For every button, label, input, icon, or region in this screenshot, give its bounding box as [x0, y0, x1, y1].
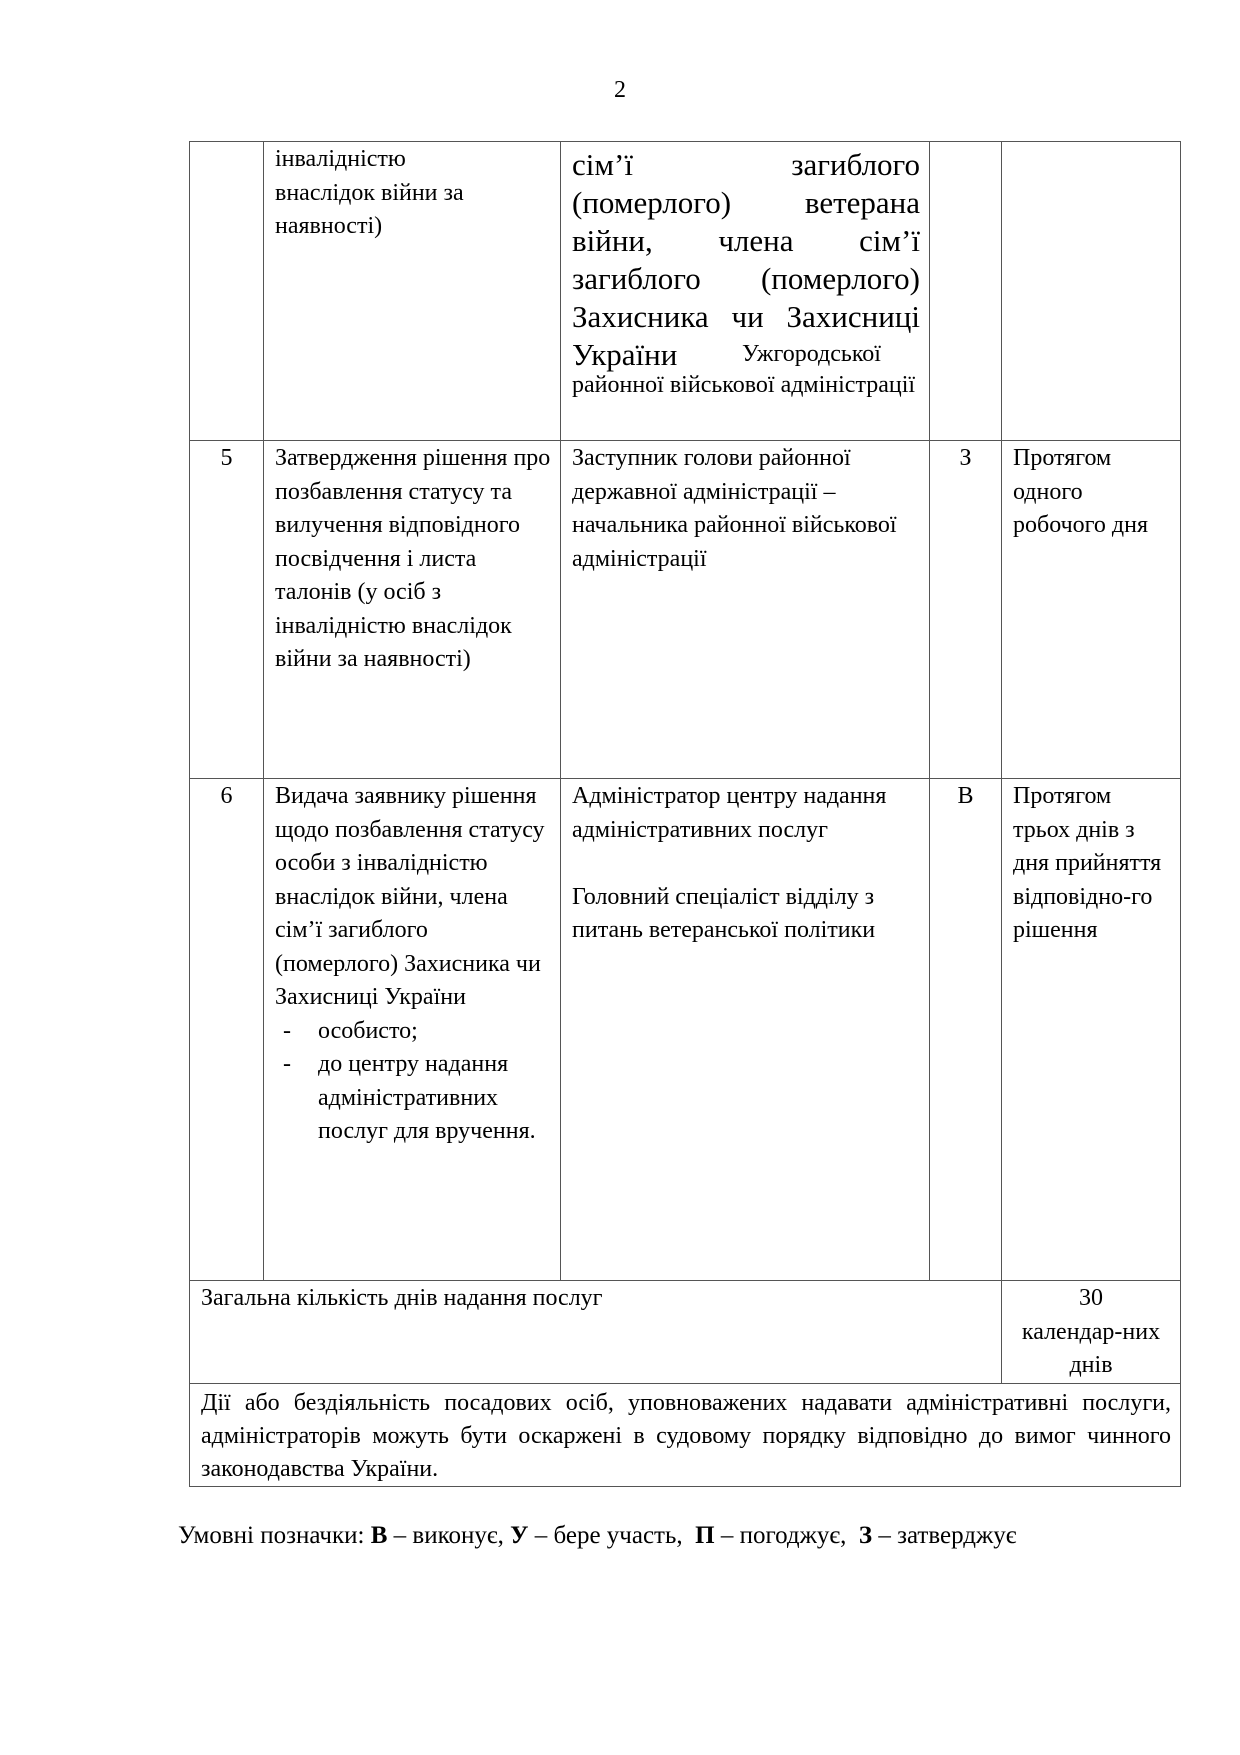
legend-code: В: [370, 1522, 388, 1549]
cell-number: 5: [190, 441, 264, 779]
legend-text: – бере участь,: [534, 1522, 683, 1549]
total-label-cell: [190, 1281, 1002, 1384]
legend-code: З: [858, 1522, 873, 1549]
cell-term: Протягом одного робочого дня: [1002, 441, 1181, 779]
responsible-line: загиблого (померлого): [572, 261, 920, 296]
responsible-line: війни, члена сім’ї: [572, 223, 920, 258]
total-unit: календар-них днів: [1021, 1318, 1161, 1378]
procedure-line: внаслідок війни за: [275, 179, 464, 206]
cell-responsible: [561, 779, 930, 1281]
legend-code: П: [695, 1522, 715, 1549]
table-row-appeal: [190, 1383, 1181, 1486]
responsible-secondary: Головний спеціаліст відділу з питань ветеранської політики: [572, 883, 876, 943]
responsible-line: (померлого) ветерана: [572, 185, 920, 220]
list-item: - до центру надання адміністративних послуг для вручення.: [275, 1048, 551, 1149]
cell-number: [190, 142, 264, 441]
cell-role: З: [930, 441, 1002, 779]
legend-code: У: [510, 1522, 529, 1549]
total-label: Загальна кількість днів надання послуг: [201, 1285, 603, 1311]
appeal-text: Дії або бездіяльність посадових осіб, уповноважених надавати адміністративні послуги, адміністраторів можуть бути оскаржені в судовому порядку відповідно до вимог чинного законодавства України.: [201, 1389, 1171, 1482]
cell-procedure: [264, 779, 561, 1281]
procedure-table: [189, 141, 1181, 1487]
delivery-method-list: [275, 1015, 551, 1149]
list-item: - особисто;: [275, 1015, 551, 1049]
responsible-primary: Адміністратор центру надання адміністративних послуг: [572, 783, 887, 843]
responsible-line-start: України: [572, 337, 678, 372]
procedure-line: наявності): [275, 213, 383, 239]
table-row-continued: [190, 142, 1181, 441]
cell-role: В: [930, 779, 1002, 1281]
total-value: 30: [1079, 1285, 1103, 1311]
cell-term: Протягом трьох днів з дня прийняття відповідно-го рішення: [1002, 779, 1181, 1281]
procedure-line: інвалідністю: [275, 146, 406, 172]
legend: [178, 1521, 1016, 1551]
legend-text: – виконує,: [393, 1522, 504, 1549]
total-value-cell: [1002, 1281, 1181, 1384]
responsible-line: Захисника чи Захисниці: [572, 299, 920, 334]
cell-responsible: [561, 142, 930, 441]
legend-text: – затверджує: [878, 1522, 1017, 1549]
cell-procedure: [264, 142, 561, 441]
cell-role: [930, 142, 1002, 441]
table-row-5: [190, 441, 1181, 779]
responsible-line: сім’ї загиблого: [572, 147, 920, 182]
table-row-6: [190, 779, 1181, 1281]
cell-responsible: Заступник голови районної державної адміністрації – начальника районної військової адміністрації: [561, 441, 930, 779]
cell-term: [1002, 142, 1181, 441]
appeal-cell: [190, 1383, 1181, 1486]
cell-number: 6: [190, 779, 264, 1281]
responsible-tail: Ужгородської районної військової адміністрації: [572, 341, 916, 398]
legend-prefix: Умовні позначки:: [178, 1522, 365, 1549]
legend-text: – погоджує,: [720, 1522, 847, 1549]
cell-procedure: Затвердження рішення про позбавлення статусу та вилучення відповідного посвідчення і листа талонів (у осіб з інвалідністю внаслідок війни за наявності): [264, 441, 561, 779]
table-row-total: [190, 1281, 1181, 1384]
procedure-text: Видача заявнику рішення щодо позбавлення статусу особи з інвалідністю внаслідок війни, члена сім’ї загиблого (померлого) Захисника чи Захисниці України: [275, 783, 545, 1010]
page-number: 2: [614, 77, 626, 103]
